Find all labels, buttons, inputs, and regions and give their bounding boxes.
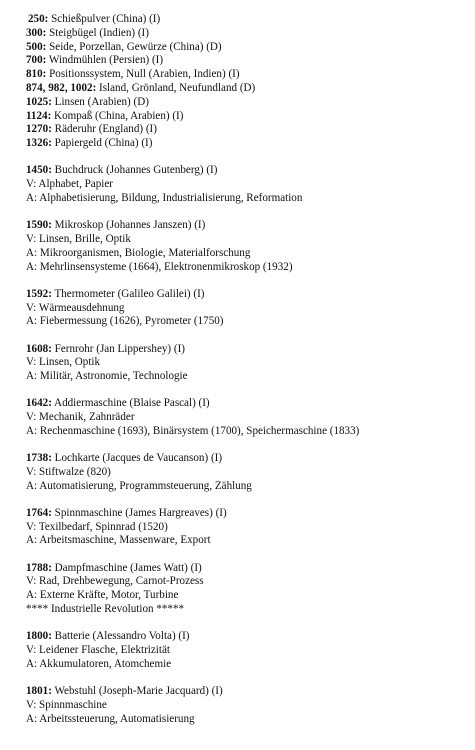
entry-heading bbox=[26, 219, 469, 233]
entry-title: Buchdruck (Johannes Gutenberg) (I) bbox=[51, 164, 218, 177]
entry-line: V: Texilbedarf, Spinnrad (1520) bbox=[26, 520, 168, 533]
list-item bbox=[26, 41, 469, 55]
invention-entry bbox=[26, 397, 469, 438]
entry-heading bbox=[26, 452, 469, 466]
invention-entry bbox=[26, 452, 469, 493]
entry-title: Fernrohr (Jan Lippershey) (I) bbox=[51, 342, 185, 355]
entry-line: V: Alphabet, Papier bbox=[26, 178, 113, 191]
entry-line: A: Arbeitssteuerung, Automatisierung bbox=[26, 712, 195, 725]
list-item bbox=[26, 13, 469, 27]
entry-title: Thermometer (Galileo Galilei) (I) bbox=[51, 287, 205, 300]
invention-entry bbox=[26, 343, 469, 384]
invention-entry bbox=[26, 219, 469, 274]
year-label: 1801: bbox=[26, 684, 52, 697]
entry-line: A: Mehrlinsensysteme (1664), Elektronenmikroskop (1932) bbox=[26, 260, 293, 273]
entry-line: A: Externe Kräfte, Motor, Turbine bbox=[26, 589, 179, 602]
entry-line: V: Mechanik, Zahnräder bbox=[26, 411, 135, 424]
document-body bbox=[26, 13, 469, 726]
entry-line: A: Alphabetisierung, Bildung, Industrialisierung, Reformation bbox=[26, 191, 303, 204]
entry-line: V: Spinnmaschine bbox=[26, 698, 107, 711]
list-item bbox=[26, 123, 469, 137]
item-text: Windmühlen (Persien) (I) bbox=[46, 54, 164, 67]
entry-title: Dampfmaschine (James Watt) (I) bbox=[51, 561, 202, 574]
year-label: 250: bbox=[28, 13, 49, 25]
entry-title: Addiermaschine (Blaise Pascal) (I) bbox=[51, 397, 210, 410]
list-item bbox=[26, 68, 469, 82]
year-label: 1124: bbox=[26, 109, 52, 122]
invention-entry bbox=[26, 562, 469, 617]
entry-line: V: Wärmeausdehnung bbox=[26, 301, 125, 314]
entry-title: Lochkarte (Jacques de Vaucanson) (I) bbox=[51, 452, 223, 465]
year-label: 874, 982, 1002: bbox=[26, 81, 97, 94]
invention-entry bbox=[26, 288, 469, 329]
entry-line: A: Mikroorganismen, Biologie, Materialforschung bbox=[26, 246, 251, 259]
year-label: 1738: bbox=[26, 452, 52, 465]
year-label: 1025: bbox=[26, 95, 52, 108]
year-label: 1590: bbox=[26, 219, 52, 232]
year-label: 700: bbox=[26, 54, 47, 67]
list-item bbox=[26, 54, 469, 68]
item-text: Schießpulver (China) (I) bbox=[48, 13, 161, 25]
year-label: 1270: bbox=[26, 123, 52, 136]
section-marker: **** Industrielle Revolution ***** bbox=[26, 603, 185, 616]
entry-line: A: Militär, Astronomie, Technologie bbox=[26, 370, 188, 383]
list-item bbox=[26, 82, 469, 96]
year-label: 1788: bbox=[26, 561, 52, 574]
year-label: 1326: bbox=[26, 137, 52, 150]
entry-line: V: Rad, Drehbewegung, Carnot-Prozess bbox=[26, 575, 204, 588]
year-label: 1608: bbox=[26, 342, 52, 355]
invention-entry bbox=[26, 630, 469, 671]
entry-heading bbox=[26, 397, 469, 411]
entry-line: V: Stiftwalze (820) bbox=[26, 465, 111, 478]
entry-title: Webstuhl (Joseph-Marie Jacquard) (I) bbox=[51, 684, 223, 697]
item-text: Kompaß (China, Arabien) (I) bbox=[51, 109, 184, 122]
year-label: 810: bbox=[26, 68, 47, 81]
entry-heading bbox=[26, 288, 469, 302]
entry-heading bbox=[26, 164, 469, 178]
year-label: 500: bbox=[26, 40, 47, 53]
entry-heading bbox=[26, 562, 469, 576]
entry-line: V: Linsen, Optik bbox=[26, 356, 101, 369]
entry-line: V: Leidener Flasche, Elektrizität bbox=[26, 644, 170, 656]
entry-heading bbox=[26, 507, 469, 521]
entry-heading bbox=[26, 685, 469, 699]
entry-line: A: Arbeitsmaschine, Massenware, Export bbox=[26, 534, 211, 547]
item-text: Island, Grönland, Neufundland (D) bbox=[96, 81, 256, 94]
entry-title: Batterie (Alessandro Volta) (I) bbox=[51, 630, 190, 643]
year-label: 300: bbox=[26, 26, 47, 39]
entry-line: A: Automatisierung, Programmsteuerung, Zählung bbox=[26, 479, 252, 492]
entry-line: A: Fiebermessung (1626), Pyrometer (1750) bbox=[26, 315, 224, 328]
early-inventions-list bbox=[26, 13, 469, 151]
year-label: 1764: bbox=[26, 506, 52, 519]
invention-entry bbox=[26, 507, 469, 548]
item-text: Linsen (Arabien) (D) bbox=[51, 95, 149, 108]
year-label: 1592: bbox=[26, 287, 52, 300]
list-item bbox=[26, 137, 469, 151]
entry-line: A: Akkumulatoren, Atomchemie bbox=[26, 657, 172, 670]
invention-entry bbox=[26, 164, 469, 205]
list-item bbox=[26, 96, 469, 110]
entry-heading bbox=[26, 343, 469, 357]
item-text: Räderuhr (England) (I) bbox=[51, 123, 157, 136]
entry-title: Mikroskop (Johannes Janszen) (I) bbox=[51, 219, 206, 232]
list-item bbox=[26, 27, 469, 41]
item-text: Papiergeld (China) (I) bbox=[51, 137, 153, 150]
item-text: Steigbügel (Indien) (I) bbox=[46, 26, 149, 39]
item-text: Positionssystem, Null (Arabien, Indien) (I) bbox=[46, 68, 240, 81]
invention-entry bbox=[26, 685, 469, 726]
entry-line: A: Rechenmaschine (1693), Binärsystem (1700), Speichermaschine (1833) bbox=[26, 424, 360, 437]
entry-heading bbox=[26, 630, 469, 644]
year-label: 1450: bbox=[26, 164, 52, 177]
year-label: 1642: bbox=[26, 397, 52, 410]
entry-line: V: Linsen, Brille, Optik bbox=[26, 232, 131, 245]
year-label: 1800: bbox=[26, 630, 52, 643]
item-text: Seide, Porzellan, Gewürze (China) (D) bbox=[46, 40, 222, 53]
list-item bbox=[26, 110, 469, 124]
entry-title: Spinnmaschine (James Hargreaves) (I) bbox=[51, 506, 227, 519]
